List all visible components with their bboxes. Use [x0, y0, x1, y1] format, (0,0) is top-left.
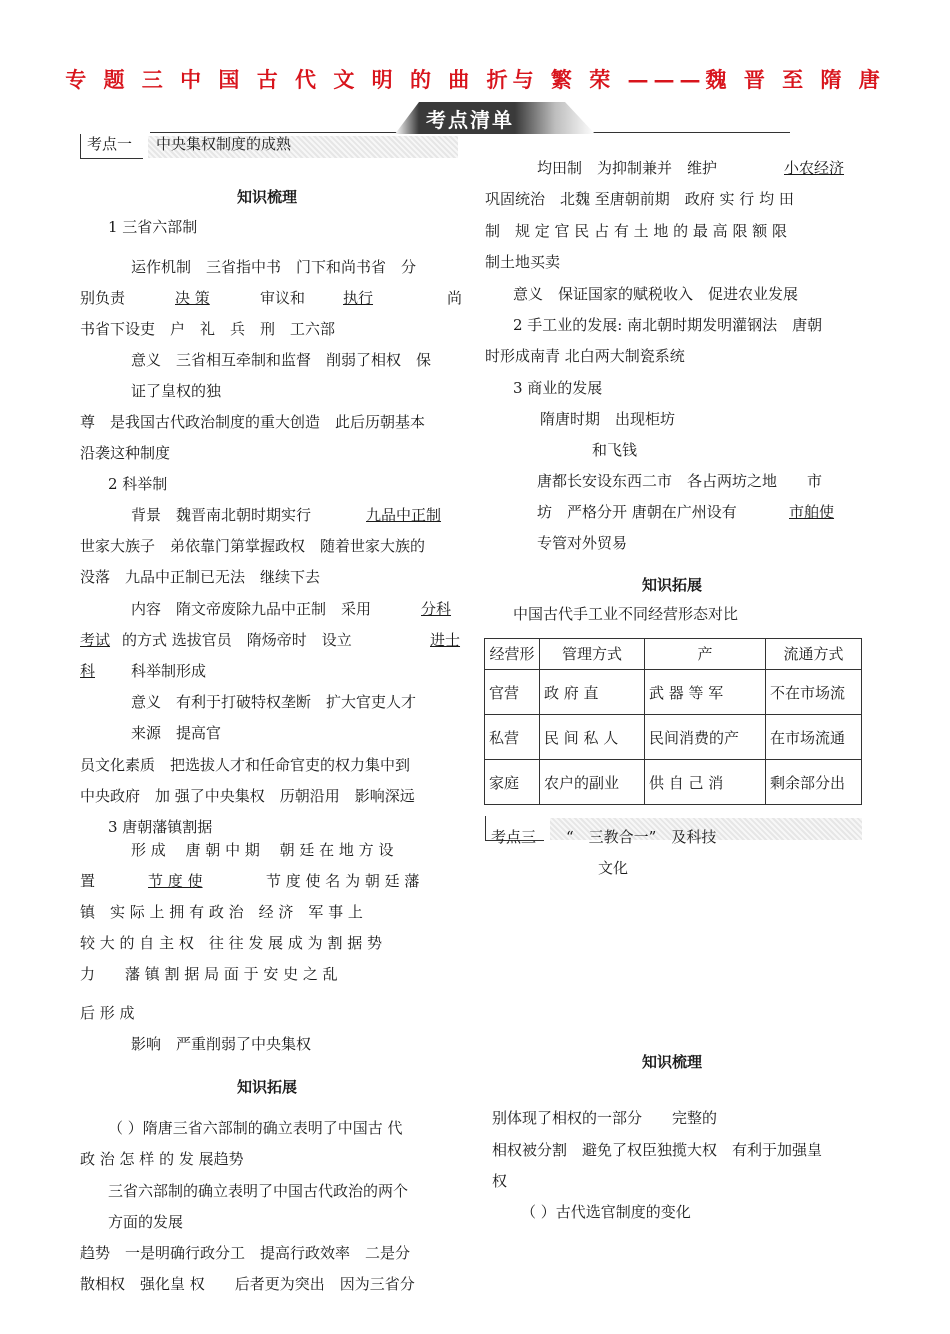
text-line: 均田制 为抑制兼并 维护	[537, 159, 718, 177]
text-line: 巩固统治 北魏 至唐朝前期 政府 实 行 均 田	[485, 190, 794, 208]
text-line: 审议和	[260, 289, 306, 307]
table-header-cell: 流通方式	[766, 639, 862, 670]
table-cell: 家庭	[485, 760, 540, 805]
subheading-sanxing: 1 三省六部制	[108, 218, 198, 236]
kp3-label: 考点三	[491, 828, 537, 846]
text-line: 力 藩 镇 割 据 局 面 于 安 史 之 乱	[80, 965, 338, 983]
text-line: 方面的发展	[108, 1213, 184, 1231]
table-row	[485, 760, 862, 805]
text-line: 沿袭这种制度	[80, 444, 171, 462]
text-line: 来源 提高官	[131, 724, 222, 742]
fill-blank-answer: 进士	[430, 631, 461, 649]
table-header-row	[485, 639, 862, 670]
table-row	[485, 670, 862, 715]
fill-blank-answer: 小农经济	[784, 159, 845, 177]
text-line: 世家大族子 弟依靠门第掌握政权 随着世家大族的	[80, 537, 426, 555]
table-cell: 农户的副业	[540, 760, 645, 805]
text-line: 运作机制 三省指中书 门下和尚书省 分	[131, 258, 417, 276]
table-header-cell: 产	[645, 639, 766, 670]
text-line: 趋势 一是明确行政分工 提高行政效率 二是分	[80, 1244, 411, 1262]
section-heading-shuli: 知识梳理	[237, 188, 298, 206]
subheading-shangye: 3 商业的发展	[513, 379, 603, 397]
fill-blank-answer: 决 策	[175, 289, 210, 307]
text-line: 2 手工业的发展: 南北朝时期发明灌钢法 唐朝	[513, 316, 823, 334]
table-cell: 供 自 己 消	[645, 760, 766, 805]
banner-label: 考点清单	[426, 108, 514, 132]
table-cell: 民 间 私 人	[540, 715, 645, 760]
table-cell: 在市场流通	[766, 715, 862, 760]
comparison-table	[484, 638, 862, 805]
kp3-title-line2: 文化	[598, 859, 629, 877]
kp3-title: “ 三教合一” 及科技	[566, 828, 717, 846]
subheading-fanzhen: 3 唐朝藩镇割据	[108, 818, 213, 836]
text-line: 三省六部制的确立表明了中国古代政治的两个	[108, 1182, 409, 1200]
text-line: 制土地买卖	[485, 253, 561, 271]
text-line: （ ）古代选官制度的变化	[521, 1203, 691, 1221]
text-line: 镇 实 际 上 拥 有 政 治 经 济 军 事 上	[80, 903, 363, 921]
text-line: 政 治 怎 样 的 发 展趋势	[80, 1150, 244, 1168]
text-line: 散相权 强化皇 权 后者更为突出 因为三省分	[80, 1275, 415, 1293]
subheading-keju: 2 科举制	[108, 475, 168, 493]
fill-blank-answer: 节 度 使	[148, 872, 203, 890]
text-line: 尊 是我国古代政治制度的重大创造 此后历朝基本	[80, 413, 426, 431]
text-line: 较 大 的 自 主 权 往 往 发 展 成 为 割 据 势	[80, 934, 382, 952]
table-cell: 不在市场流	[766, 670, 862, 715]
text-line: 相权被分割 避免了权臣独揽大权 有利于加强皇	[492, 1141, 823, 1159]
text-line: 后 形 成	[80, 1004, 135, 1022]
text-line: 意义 有利于打破特权垄断 扩大官吏人才	[131, 693, 417, 711]
text-line: 意义 三省相互牵制和监督 削弱了相权 保	[131, 351, 432, 369]
text-line: 尚	[447, 289, 463, 307]
text-line: 没落 九品中正制已无法 继续下去	[80, 568, 321, 586]
table-cell: 官营	[485, 670, 540, 715]
text-line: 唐都长安设东西二市 各占两坊之地 市	[537, 472, 823, 490]
fill-blank-answer: 考试	[80, 631, 111, 649]
text-line: 节 度 使 名 为 朝 廷 藩	[266, 872, 420, 890]
text-line: 科举制形成	[131, 662, 207, 680]
table-cell: 剩余部分出	[766, 760, 862, 805]
text-line: 形 成 唐 朝 中 期 朝 廷 在 地 方 设	[131, 841, 394, 859]
section-heading-shuli-right: 知识梳理	[642, 1053, 703, 1071]
text-line: 的方式 选拔官员 隋炀帝时 设立	[122, 631, 352, 649]
table-cell: 武 器 等 军	[645, 670, 766, 715]
text-line: 员文化素质 把选拔人才和任命官吏的权力集中到	[80, 756, 411, 774]
kp1-label: 考点一	[87, 135, 133, 153]
fill-blank-answer: 市舶使	[789, 503, 835, 521]
fill-blank-answer: 分科	[421, 600, 452, 618]
text-line: 中央政府 加 强了中央集权 历朝沿用 影响深远	[80, 787, 415, 805]
text-line: 背景 魏晋南北朝时期实行	[131, 506, 312, 524]
text-line: 专管对外贸易	[537, 534, 628, 552]
kp1-title: 中央集权制度的成熟	[156, 135, 292, 153]
page-title: 专 题 三 中 国 古 代 文 明 的 曲 折与 繁 荣 ———魏 晋 至 隋 唐	[65, 67, 885, 92]
table-header-cell: 管理方式	[540, 639, 645, 670]
table-cell: 私营	[485, 715, 540, 760]
section-heading-tuozhan: 知识拓展	[237, 1078, 298, 1096]
table-header-cell: 经营形	[485, 639, 540, 670]
text-line: （ ）隋唐三省六部制的确立表明了中国古 代	[108, 1119, 403, 1137]
text-line: 和飞钱	[592, 441, 638, 459]
text-line: 内容 隋文帝废除九品中正制 采用	[131, 600, 372, 618]
table-row	[485, 715, 862, 760]
text-line: 意义 保证国家的赋税收入 促进农业发展	[513, 285, 799, 303]
fill-blank-answer: 九品中正制	[366, 506, 442, 524]
text-line: 隋唐时期 出现柜坊	[540, 410, 676, 428]
table-cell: 民间消费的产	[645, 715, 766, 760]
text-line: 时形成南青 北白两大制瓷系统	[485, 347, 685, 365]
text-line: 书省下设吏 户 礼 兵 刑 工六部	[80, 320, 336, 338]
table-cell: 政 府 直	[540, 670, 645, 715]
fill-blank-answer: 科	[80, 662, 96, 680]
text-line: 坊 严格分开 唐朝在广州设有	[537, 503, 737, 521]
text-line: 影响 严重削弱了中央集权	[131, 1035, 312, 1053]
text-line: 权	[492, 1172, 508, 1190]
text-line: 置	[80, 872, 96, 890]
text-line: 别负责	[80, 289, 126, 307]
fill-blank-answer: 执行	[343, 289, 374, 307]
text-line: 证了皇权的独	[131, 382, 222, 400]
text-line: 别体现了相权的一部分 完整的	[492, 1109, 718, 1127]
section-heading-tuozhan-right: 知识拓展	[642, 576, 703, 594]
text-line: 制 规 定 官 民 占 有 土 地 的 最 高 限 额 限	[485, 222, 787, 240]
table-title: 中国古代手工业不同经营形态对比	[513, 605, 739, 623]
